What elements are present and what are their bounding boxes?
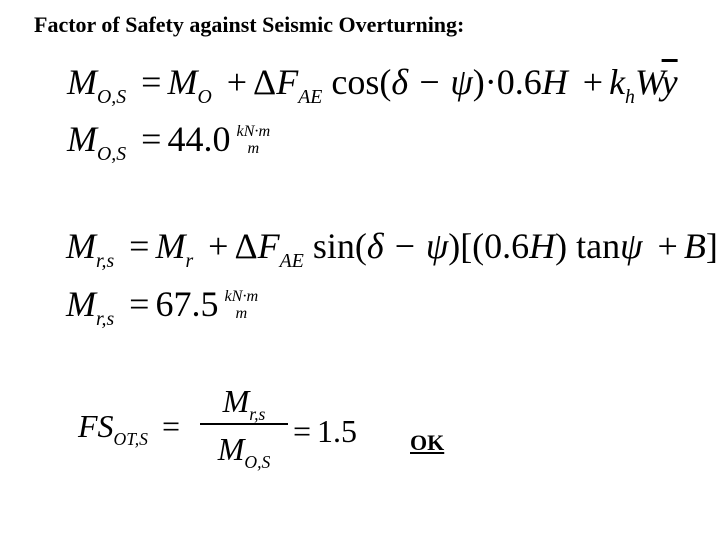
eq1-close: ) bbox=[472, 62, 485, 102]
eq1-equals: = bbox=[141, 62, 162, 102]
eq1-weight: W bbox=[634, 62, 662, 102]
eq3-lhs-sub: r,s bbox=[96, 249, 115, 272]
fraction-den-m: M bbox=[217, 431, 245, 467]
eq3-force-sub: AE bbox=[279, 249, 304, 272]
eq3-lhs: M bbox=[66, 226, 96, 266]
eq3-term1: M bbox=[155, 226, 186, 266]
eq2-lhs: M bbox=[67, 119, 97, 159]
page-title: Factor of Safety against Seismic Overturning: bbox=[34, 12, 465, 37]
eq3-delta: Δ bbox=[234, 226, 258, 266]
eq3-base: B bbox=[683, 226, 706, 266]
fraction-den-sub: O,S bbox=[244, 451, 271, 472]
eq4-unit-den: m bbox=[235, 304, 248, 323]
resisting-moment-equation bbox=[66, 226, 718, 272]
eq3-height: H bbox=[529, 226, 556, 266]
ok-status-label: OK bbox=[410, 430, 445, 455]
eq3-plus1: + bbox=[208, 226, 229, 266]
eq4-lhs-sub: r,s bbox=[96, 307, 115, 330]
overturning-moment-equation bbox=[67, 62, 678, 108]
eq1-angle: δ − ψ bbox=[391, 62, 473, 102]
eq1-force: F bbox=[276, 62, 299, 102]
overturning-moment-value bbox=[67, 119, 271, 165]
eq3-equals: = bbox=[129, 226, 150, 266]
eq2-unit-den: m bbox=[247, 139, 260, 158]
fraction-num-m: M bbox=[222, 383, 250, 419]
resisting-moment-value bbox=[66, 284, 259, 330]
eq3-force: F bbox=[257, 226, 280, 266]
fraction-numerator bbox=[200, 385, 288, 423]
eq1-plus2: + bbox=[582, 62, 604, 102]
eq1-height: H bbox=[541, 62, 568, 102]
factor-of-safety-fraction bbox=[200, 383, 288, 472]
eq4-unit bbox=[224, 288, 258, 324]
eq3-mid: )[(0.6 bbox=[448, 226, 530, 266]
eq1-term1-sub: O bbox=[197, 85, 212, 108]
eq1-cos: cos( bbox=[331, 62, 392, 102]
eq1-ybar: $\overline{y}$ bbox=[661, 62, 678, 102]
eq4-lhs: M bbox=[66, 284, 96, 324]
eq5-lhs: FS bbox=[78, 408, 114, 444]
eq5-rhs-equals: = bbox=[293, 413, 312, 449]
eq4-value: 67.5 bbox=[155, 284, 219, 324]
fraction-num-sub: r,s bbox=[249, 403, 266, 424]
eq1-coef: 0.6 bbox=[496, 62, 542, 102]
eq3-angle: δ − ψ bbox=[366, 226, 449, 266]
eq1-k-sub: h bbox=[625, 85, 635, 108]
eq1-term1: M bbox=[167, 62, 198, 102]
eq1-dot: · bbox=[484, 62, 497, 102]
eq3-tan: ) tan bbox=[555, 226, 621, 266]
eq2-lhs-sub: O,S bbox=[97, 142, 127, 165]
eq5-lhs-sub: OT,S bbox=[113, 428, 148, 449]
eq3-term1-sub: r bbox=[185, 249, 194, 272]
eq5-value: 1.5 bbox=[317, 413, 358, 449]
eq1-lhs: M bbox=[67, 62, 97, 102]
eq1-delta: Δ bbox=[253, 62, 277, 102]
eq5-equals: = bbox=[161, 408, 180, 444]
factor-of-safety-lhs bbox=[78, 408, 186, 449]
eq3-psi: ψ bbox=[620, 226, 643, 266]
eq1-force-sub: AE bbox=[298, 85, 323, 108]
factor-of-safety-result bbox=[287, 413, 357, 450]
eq3-end: ] bbox=[705, 226, 718, 266]
eq2-equals: = bbox=[141, 119, 162, 159]
eq3-plus2: + bbox=[657, 226, 678, 266]
eq1-lhs-sub: O,S bbox=[97, 85, 127, 108]
eq2-value: 44.0 bbox=[167, 119, 231, 159]
eq2-unit bbox=[236, 123, 270, 159]
fraction-denominator bbox=[200, 425, 288, 472]
eq4-equals: = bbox=[129, 284, 150, 324]
eq2-unit-num: kN·m bbox=[236, 121, 271, 140]
eq4-unit-num: kN·m bbox=[224, 286, 259, 305]
eq3-sin: sin( bbox=[312, 226, 367, 266]
eq1-k: k bbox=[609, 62, 626, 102]
eq1-plus1: + bbox=[226, 62, 248, 102]
